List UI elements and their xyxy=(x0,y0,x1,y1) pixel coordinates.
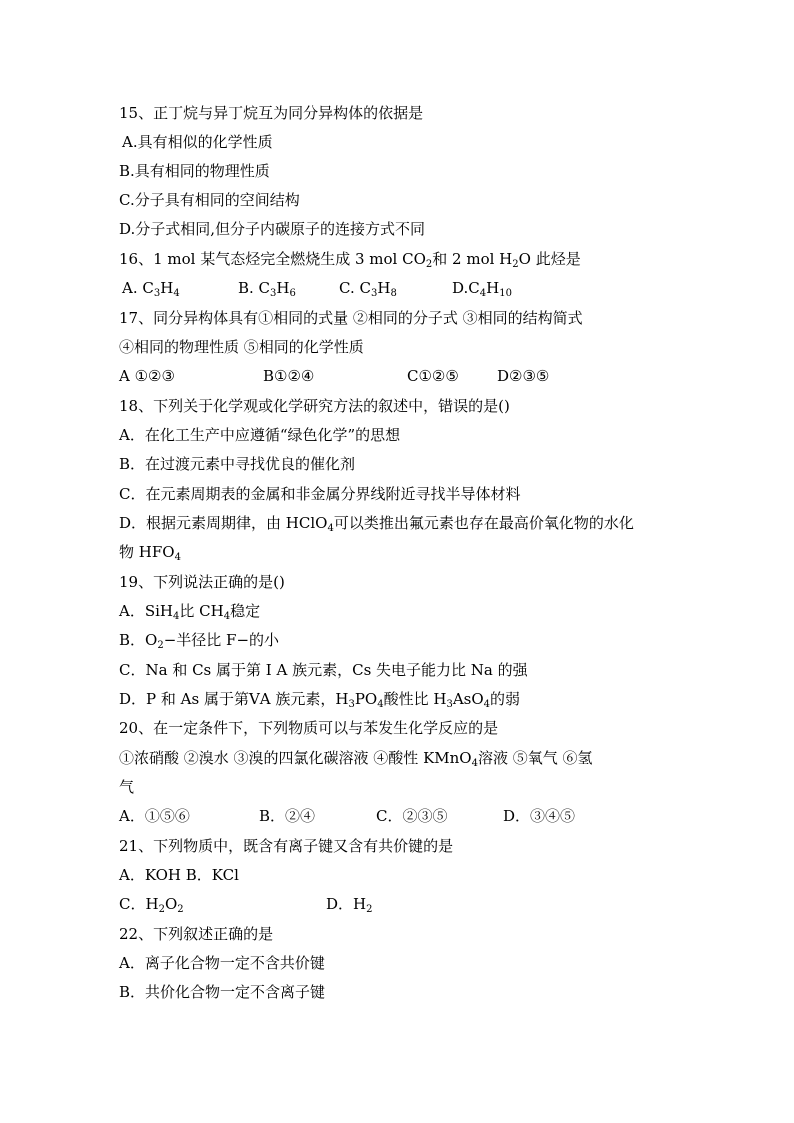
q20-option-c: C．②③⑤ xyxy=(376,807,448,825)
q20-option-d: D．③④⑤ xyxy=(503,807,576,825)
q15-stem: 15、正丁烷与异丁烷互为同分异构体的依据是 xyxy=(119,104,424,122)
q17-stem-line1: 17、同分异构体具有①相同的式量 ②相同的分子式 ③相同的结构简式 xyxy=(119,309,583,327)
q21-stem: 21、下列物质中，既含有离子键又含有共价键的是 xyxy=(119,837,454,855)
q20-option-b: B．②④ xyxy=(259,807,316,825)
q18-option-c: C．在元素周期表的金属和非金属分界线附近寻找半导体材料 xyxy=(119,485,521,503)
q17-option-b: B①②④ xyxy=(263,367,315,385)
q18-option-d-line2: 物 $HFO_4$ xyxy=(119,543,181,563)
q15-option-b: B.具有相同的物理性质 xyxy=(119,162,270,180)
q15-option-d: D.分子式相同,但分子内碳原子的连接方式不同 xyxy=(119,220,426,238)
q16-option-d: $D.C_4H_{10}$ xyxy=(452,279,512,299)
q19-stem: 19、下列说法正确的是() xyxy=(119,573,285,591)
q22-option-a: A．离子化合物一定不含共价键 xyxy=(119,954,325,972)
q16-option-b: B. $C_3H_6$ xyxy=(238,279,296,299)
q16-option-c: C. $C_3H_8$ xyxy=(339,279,397,299)
q20-items: ①浓硝酸 ②溴水 ③溴的四氯化碳溶液 ④酸性 KMnO$_4$溶液 ⑤氧气 ⑥氢 xyxy=(119,749,593,769)
q18-option-b: B．在过渡元素中寻找优良的催化剂 xyxy=(119,455,356,473)
q19-option-c: C．Na 和 Cs 属于第 I A 族元素，Cs 失电子能力比 Na 的强 xyxy=(119,661,528,679)
q16-stem: 16、1 mol 某气态烃完全燃烧生成 3 mol $CO_2$和 2 mol $H_2O$ 此烃是 xyxy=(119,250,581,270)
q20-option-a: A．①⑤⑥ xyxy=(119,807,190,825)
q17-option-c: C①②⑤ xyxy=(407,367,459,385)
q18-option-d: D．根据元素周期律，由 HClO$_4$可以类推出氟元素也存在最高价氧化物的水化 xyxy=(119,514,634,534)
q19-option-b: B．$O_2-$半径比 F−的小 xyxy=(119,631,280,651)
q15-option-c: C.分子具有相同的空间结构 xyxy=(119,191,300,209)
q22-option-b: B．共价化合物一定不含离子键 xyxy=(119,983,326,1001)
q17-stem-line2: ④相同的物理性质 ⑤相同的化学性质 xyxy=(119,338,364,356)
q20-items-line2: 气 xyxy=(119,778,135,796)
q19-option-a: A．SiH$_4$比 $CH_4$稳定 xyxy=(119,602,261,622)
q16-option-a: A. $C_3H_4$ xyxy=(122,279,180,299)
q17-option-d: D②③⑤ xyxy=(497,367,550,385)
q17-option-a: A ①②③ xyxy=(119,367,175,385)
q20-stem: 20、在一定条件下，下列物质可以与苯发生化学反应的是 xyxy=(119,719,499,737)
q21-option-c: C．$H_2O_2$ xyxy=(119,895,184,915)
q18-stem: 18、下列关于化学观或化学研究方法的叙述中，错误的是() xyxy=(119,397,510,415)
q18-option-a: A．在化工生产中应遵循“绿色化学”的思想 xyxy=(119,426,401,444)
q21-option-d: D．$H_2$ xyxy=(326,895,373,915)
q22-stem: 22、下列叙述正确的是 xyxy=(119,925,274,943)
q21-option-ab: A．KOH B．KCl xyxy=(119,866,239,884)
q15-option-a: A.具有相似的化学性质 xyxy=(122,133,273,151)
q19-option-d: D．P 和 As 属于第ⅤA 族元素，$H_3PO_4$酸性比 $H_3AsO_4$的弱 xyxy=(119,690,521,710)
